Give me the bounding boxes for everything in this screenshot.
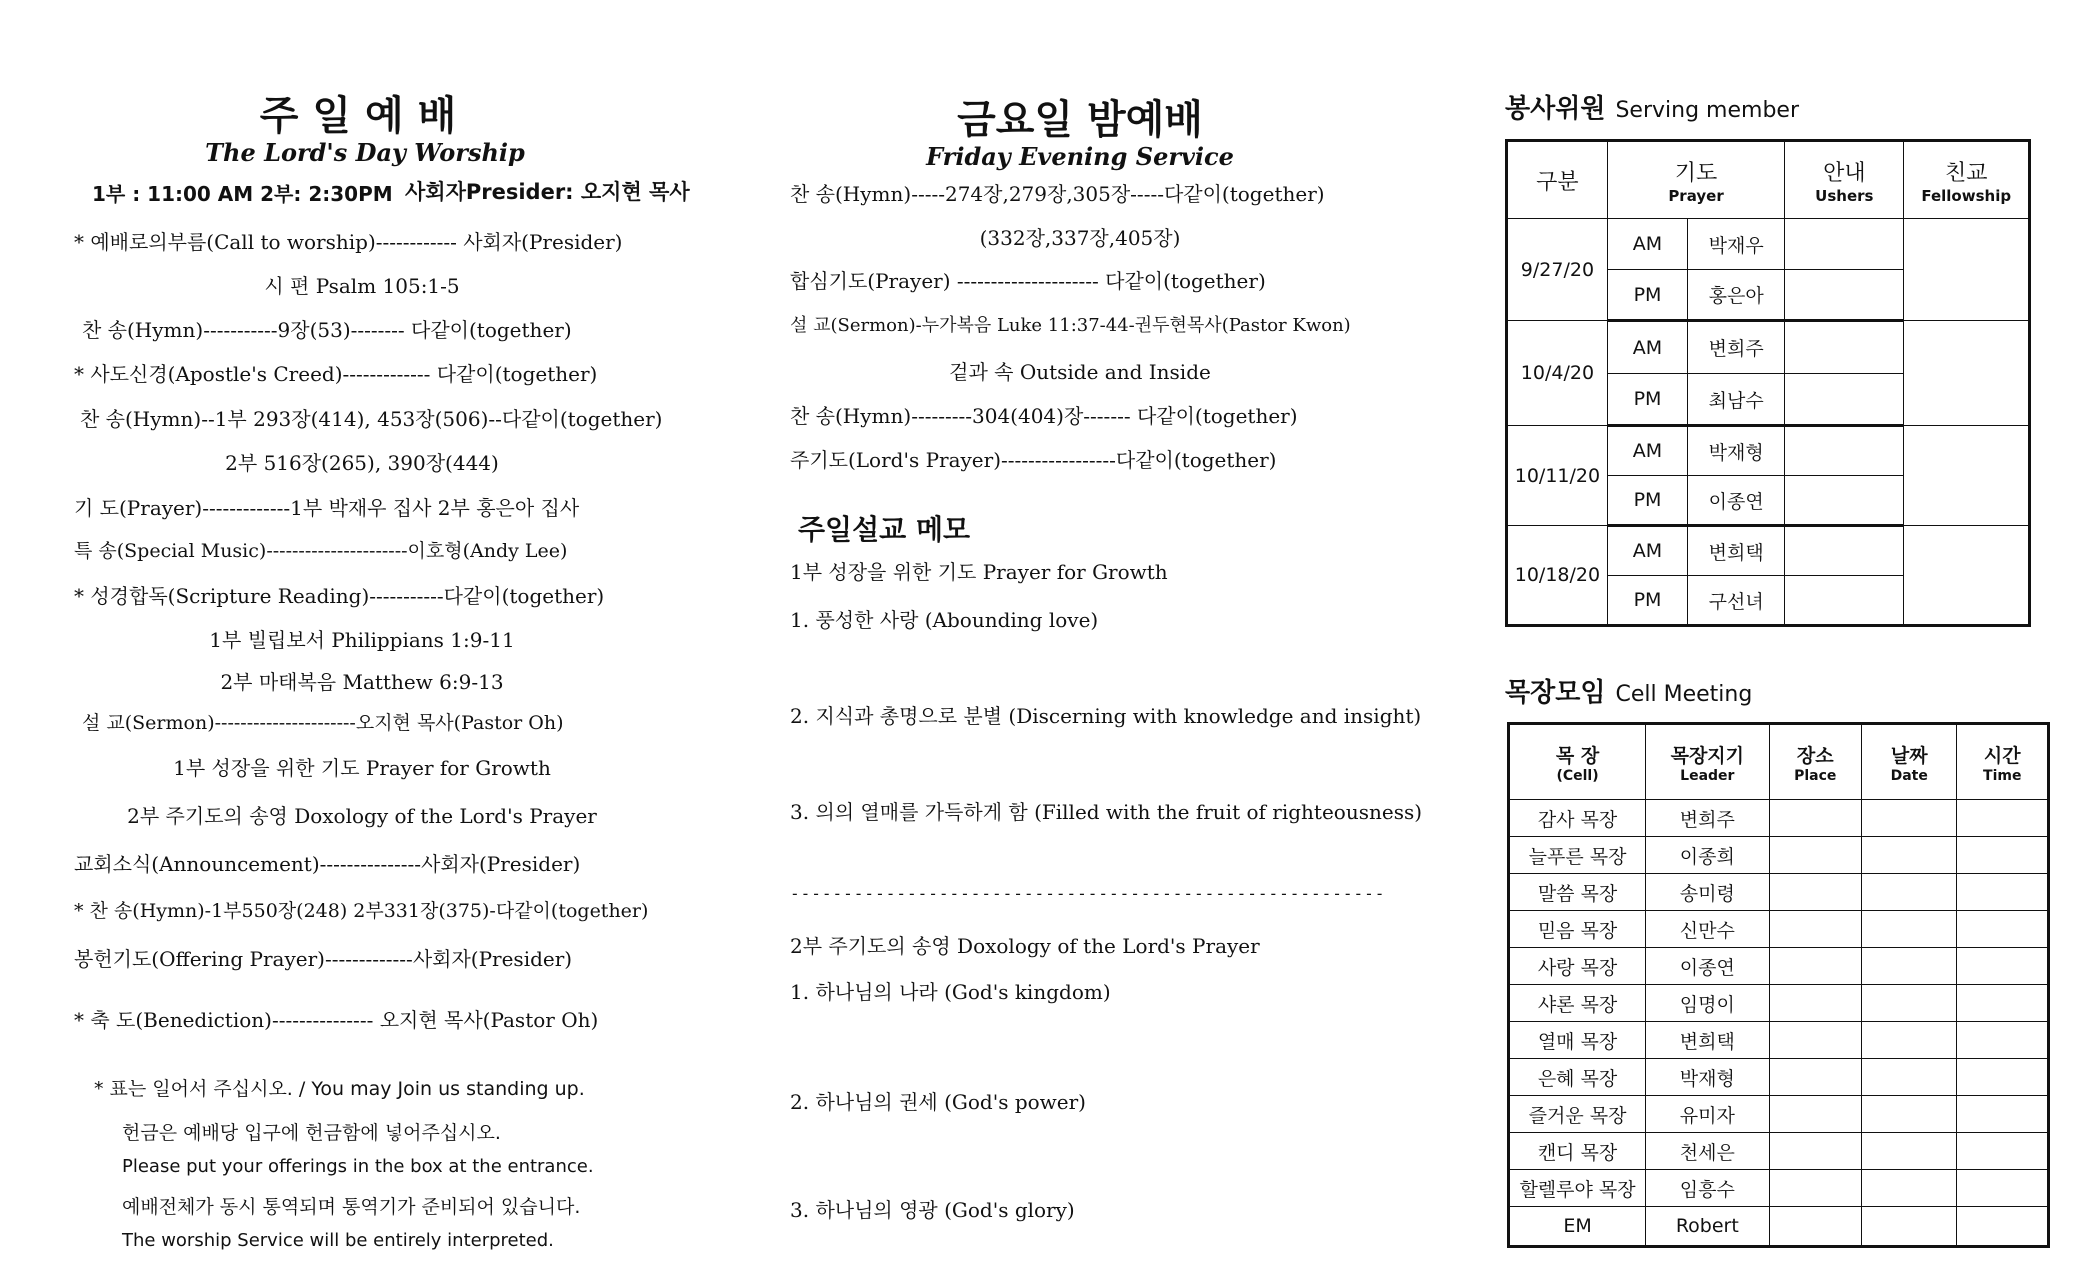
cell-name: 말씀 목장 xyxy=(1509,874,1646,911)
serving-date: 10/18/20 xyxy=(1507,526,1608,626)
cell-leader: 임흥수 xyxy=(1646,1170,1769,1207)
cell-meeting-table xyxy=(1507,722,2050,1248)
cell-table-body xyxy=(1509,800,2049,1247)
cell-time xyxy=(1957,985,2049,1022)
cell-section-title xyxy=(1505,672,1752,709)
serving-ushers-pm xyxy=(1785,270,1904,321)
cell-header-cell: 목 장 (Cell) xyxy=(1509,724,1646,800)
cell-place xyxy=(1769,1133,1862,1170)
cell-header-leader: 목장지기 Leader xyxy=(1646,724,1769,800)
order-item-sermon-title-1: 1부 성장을 위한 기도 Prayer for Growth xyxy=(173,756,551,780)
cell-place xyxy=(1769,1022,1862,1059)
serving-header-fellowship: 친교 Fellowship xyxy=(1904,141,2030,219)
cell-name: 감사 목장 xyxy=(1509,800,1646,837)
friday-title-ko: 금요일 밤예배 xyxy=(957,97,1203,143)
memo-part1-item-1: 1. 풍성한 사랑 (Abounding love) xyxy=(790,608,1099,632)
order-item-hymn-2: 찬 송(Hymn)--1부 293장(414), 453장(506)--다같이(together) xyxy=(80,407,663,431)
table-row xyxy=(1509,1059,2049,1096)
table-row xyxy=(1509,948,2049,985)
serving-am-label: AM xyxy=(1607,219,1687,270)
cell-place xyxy=(1769,1170,1862,1207)
friday-sermon: 설 교(Sermon)-누가복음 Luke 11:37-44-권두현목사(Pastor Kwon) xyxy=(790,315,1351,336)
memo-part2-item-1: 1. 하나님의 나라 (God's kingdom) xyxy=(790,980,1111,1004)
cell-leader: 천세은 xyxy=(1646,1133,1769,1170)
serving-am-label: AM xyxy=(1607,321,1687,374)
table-row xyxy=(1509,1133,2049,1170)
order-item-prayer: 기 도(Prayer)-------------1부 박재우 집사 2부 홍은아 집사 xyxy=(74,496,580,520)
sunday-time-line: 1부 : 11:00 AM 2부: 2:30PM xyxy=(92,182,393,206)
cell-time xyxy=(1957,837,2049,874)
cell-place xyxy=(1769,1096,1862,1133)
table-row xyxy=(1509,800,2049,837)
serving-fellowship xyxy=(1904,526,2030,626)
serving-prayer-am: 박재형 xyxy=(1688,426,1785,476)
serving-ushers-pm xyxy=(1785,476,1904,526)
serving-ushers-pm xyxy=(1785,576,1904,626)
sunday-presider-line: 사회자Presider: 오지현 목사 xyxy=(405,180,690,204)
serving-table xyxy=(1505,139,2031,627)
serving-pm-label: PM xyxy=(1607,476,1687,526)
cell-date xyxy=(1862,1059,1957,1096)
cell-header-date: 날짜 Date xyxy=(1862,724,1957,800)
cell-leader: 변희택 xyxy=(1646,1022,1769,1059)
cell-header-place: 장소 Place xyxy=(1769,724,1862,800)
cell-place xyxy=(1769,1059,1862,1096)
order-item-scripture-reading: * 성경합독(Scripture Reading)-----------다같이(together) xyxy=(74,584,605,608)
serving-title-en: Serving member xyxy=(1615,98,1799,123)
cell-name: 믿음 목장 xyxy=(1509,911,1646,948)
friday-hymn-2: 찬 송(Hymn)---------304(404)장------- 다같이(together) xyxy=(790,404,1298,428)
cell-name: 즐거운 목장 xyxy=(1509,1096,1646,1133)
cell-date xyxy=(1862,1207,1957,1247)
cell-date xyxy=(1862,1096,1957,1133)
serving-pm-label: PM xyxy=(1607,374,1687,426)
order-item-psalm: 시 편 Psalm 105:1-5 xyxy=(264,274,460,298)
table-row xyxy=(1509,837,2049,874)
serving-fellowship xyxy=(1904,219,2030,321)
serving-section-title xyxy=(1505,88,1799,125)
memo-part2-item-3: 3. 하나님의 영광 (God's glory) xyxy=(790,1198,1075,1222)
serving-date: 10/11/20 xyxy=(1507,426,1608,526)
serving-header-ushers: 안내 Ushers xyxy=(1785,141,1904,219)
order-item-hymn-3: * 찬 송(Hymn)-1부550장(248) 2부331장(375)-다같이(together) xyxy=(74,900,649,922)
cell-place xyxy=(1769,800,1862,837)
friday-hymn-1-alt: (332장,337장,405장) xyxy=(979,226,1181,250)
serving-am-label: AM xyxy=(1607,426,1687,476)
note-standing: * 표는 일어서 주십시오. / You may Join us standing up. xyxy=(94,1078,585,1100)
cell-date xyxy=(1862,874,1957,911)
cell-name: 할렐루야 목장 xyxy=(1509,1170,1646,1207)
cell-place xyxy=(1769,1207,1862,1247)
cell-place xyxy=(1769,911,1862,948)
order-item-scripture-2: 2부 마태복음 Matthew 6:9-13 xyxy=(220,670,504,694)
serving-header-category: 구분 xyxy=(1507,141,1608,219)
cell-name: 늘푸른 목장 xyxy=(1509,837,1646,874)
order-item-sermon-title-2: 2부 주기도의 송영 Doxology of the Lord's Prayer xyxy=(127,804,597,828)
serving-header-prayer: 기도 Prayer xyxy=(1607,141,1784,219)
cell-time xyxy=(1957,800,2049,837)
serving-prayer-pm: 이종연 xyxy=(1688,476,1785,526)
cell-leader: 박재형 xyxy=(1646,1059,1769,1096)
order-item-special-music: 특 송(Special Music)----------------------이호형(Andy Lee) xyxy=(74,540,568,562)
serving-ushers-am xyxy=(1785,219,1904,270)
serving-ushers-am xyxy=(1785,426,1904,476)
serving-ushers-pm xyxy=(1785,374,1904,426)
cell-name: 열매 목장 xyxy=(1509,1022,1646,1059)
table-row xyxy=(1507,526,2030,576)
note-offering-ko: 헌금은 예배당 입구에 헌금함에 넣어주십시오. xyxy=(122,1122,501,1144)
cell-time xyxy=(1957,911,2049,948)
sunday-worship-column xyxy=(0,0,730,1275)
order-item-scripture-1: 1부 빌립보서 Philippians 1:9-11 xyxy=(209,628,515,652)
serving-title-ko: 봉사위원 xyxy=(1505,94,1606,124)
cell-place xyxy=(1769,985,1862,1022)
serving-date: 9/27/20 xyxy=(1507,219,1608,321)
cell-title-en: Cell Meeting xyxy=(1615,682,1753,707)
serving-date: 10/4/20 xyxy=(1507,321,1608,426)
note-interpretation-en: The worship Service will be entirely interpreted. xyxy=(122,1230,554,1251)
cell-place xyxy=(1769,837,1862,874)
table-row xyxy=(1509,1022,2049,1059)
cell-leader: 유미자 xyxy=(1646,1096,1769,1133)
serving-prayer-pm: 구선녀 xyxy=(1688,576,1785,626)
note-interpretation-ko: 예배전체가 동시 통역되며 통역기가 준비되어 있습니다. xyxy=(122,1196,581,1218)
cell-place xyxy=(1769,874,1862,911)
serving-am-label: AM xyxy=(1607,526,1687,576)
cell-time xyxy=(1957,874,2049,911)
cell-time xyxy=(1957,1096,2049,1133)
memo-part1-title: 1부 성장을 위한 기도 Prayer for Growth xyxy=(790,560,1168,584)
memo-title: 주일설교 메모 xyxy=(798,513,971,546)
order-item-benediction: * 축 도(Benediction)--------------- 오지현 목사(Pastor Oh) xyxy=(74,1008,599,1032)
serving-pm-label: PM xyxy=(1607,576,1687,626)
cell-date xyxy=(1862,985,1957,1022)
serving-fellowship xyxy=(1904,426,2030,526)
serving-pm-label: PM xyxy=(1607,270,1687,321)
serving-header-row xyxy=(1507,141,2030,219)
cell-date xyxy=(1862,800,1957,837)
friday-hymn-1: 찬 송(Hymn)-----274장,279장,305장-----다같이(together) xyxy=(790,182,1325,206)
cell-name: 캔디 목장 xyxy=(1509,1133,1646,1170)
serving-ushers-am xyxy=(1785,321,1904,374)
table-row xyxy=(1507,426,2030,476)
cell-header-time: 시간 Time xyxy=(1957,724,2049,800)
table-row xyxy=(1509,874,2049,911)
cell-time xyxy=(1957,1207,2049,1247)
cell-name: 샤론 목장 xyxy=(1509,985,1646,1022)
cell-date xyxy=(1862,948,1957,985)
cell-time xyxy=(1957,1059,2049,1096)
memo-part1-item-2: 2. 지식과 총명으로 분별 (Discerning with knowledge and insight) xyxy=(790,704,1422,728)
friday-prayer: 합심기도(Prayer) --------------------- 다같이(together) xyxy=(790,269,1266,293)
schedule-column xyxy=(1505,0,2065,1275)
cell-date xyxy=(1862,1133,1957,1170)
cell-name: EM xyxy=(1509,1207,1646,1247)
cell-title-ko: 목장모임 xyxy=(1505,678,1606,708)
table-row xyxy=(1509,1170,2049,1207)
cell-leader: 변희주 xyxy=(1646,800,1769,837)
cell-place xyxy=(1769,948,1862,985)
table-row xyxy=(1507,219,2030,270)
cell-date xyxy=(1862,1170,1957,1207)
order-item-call-to-worship: * 예배로의부름(Call to worship)------------ 사회자(Presider) xyxy=(74,230,623,254)
cell-date xyxy=(1862,1022,1957,1059)
serving-prayer-am: 변희주 xyxy=(1688,321,1785,374)
cell-leader: 신만수 xyxy=(1646,911,1769,948)
memo-separator: -------------------------------------------------------- xyxy=(790,884,1386,903)
cell-name: 은혜 목장 xyxy=(1509,1059,1646,1096)
friday-title-en: Friday Evening Service xyxy=(926,142,1234,171)
order-item-offering-prayer: 봉헌기도(Offering Prayer)-------------사회자(Presider) xyxy=(74,947,573,971)
friday-sermon-title: 겉과 속 Outside and Inside xyxy=(949,360,1211,384)
order-item-sermon: 설 교(Sermon)----------------------오지현 목사(Pastor Oh) xyxy=(82,712,564,734)
table-row xyxy=(1509,1207,2049,1247)
order-item-apostles-creed: * 사도신경(Apostle's Creed)------------- 다같이(together) xyxy=(74,362,598,386)
table-row xyxy=(1509,1096,2049,1133)
serving-prayer-am: 변희택 xyxy=(1688,526,1785,576)
table-row xyxy=(1507,321,2030,374)
cell-leader: 이종희 xyxy=(1646,837,1769,874)
cell-time xyxy=(1957,948,2049,985)
serving-prayer-pm: 홍은아 xyxy=(1688,270,1785,321)
memo-part1-item-3: 3. 의의 열매를 가득하게 함 (Filled with the fruit of righteousness) xyxy=(790,800,1423,824)
cell-leader: 송미령 xyxy=(1646,874,1769,911)
table-row xyxy=(1509,911,2049,948)
order-item-hymn-1: 찬 송(Hymn)-----------9장(53)-------- 다같이(together) xyxy=(82,318,572,342)
serving-prayer-am: 박재우 xyxy=(1688,219,1785,270)
cell-leader: 임명이 xyxy=(1646,985,1769,1022)
cell-time xyxy=(1957,1022,2049,1059)
cell-header-row xyxy=(1509,724,2049,800)
sunday-title-en: The Lord's Day Worship xyxy=(205,138,525,167)
note-offering-en: Please put your offerings in the box at the entrance. xyxy=(122,1156,594,1177)
memo-part2-title: 2부 주기도의 송영 Doxology of the Lord's Prayer xyxy=(790,934,1260,958)
cell-date xyxy=(1862,837,1957,874)
cell-leader: 이종연 xyxy=(1646,948,1769,985)
friday-lords-prayer: 주기도(Lord's Prayer)-----------------다같이(together) xyxy=(790,448,1277,472)
cell-leader: Robert xyxy=(1646,1207,1769,1247)
serving-ushers-am xyxy=(1785,526,1904,576)
cell-time xyxy=(1957,1133,2049,1170)
cell-time xyxy=(1957,1170,2049,1207)
cell-name: 사랑 목장 xyxy=(1509,948,1646,985)
sunday-title-ko: 주일예배 xyxy=(259,93,471,139)
serving-prayer-pm: 최남수 xyxy=(1688,374,1785,426)
serving-fellowship xyxy=(1904,321,2030,426)
friday-service-column xyxy=(780,0,1423,1275)
order-item-announcement: 교회소식(Announcement)---------------사회자(Presider) xyxy=(74,852,581,876)
memo-part2-item-2: 2. 하나님의 권세 (God's power) xyxy=(790,1090,1086,1114)
cell-date xyxy=(1862,911,1957,948)
order-item-hymn-2-part2: 2부 516장(265), 390장(444) xyxy=(225,451,499,475)
table-row xyxy=(1509,985,2049,1022)
